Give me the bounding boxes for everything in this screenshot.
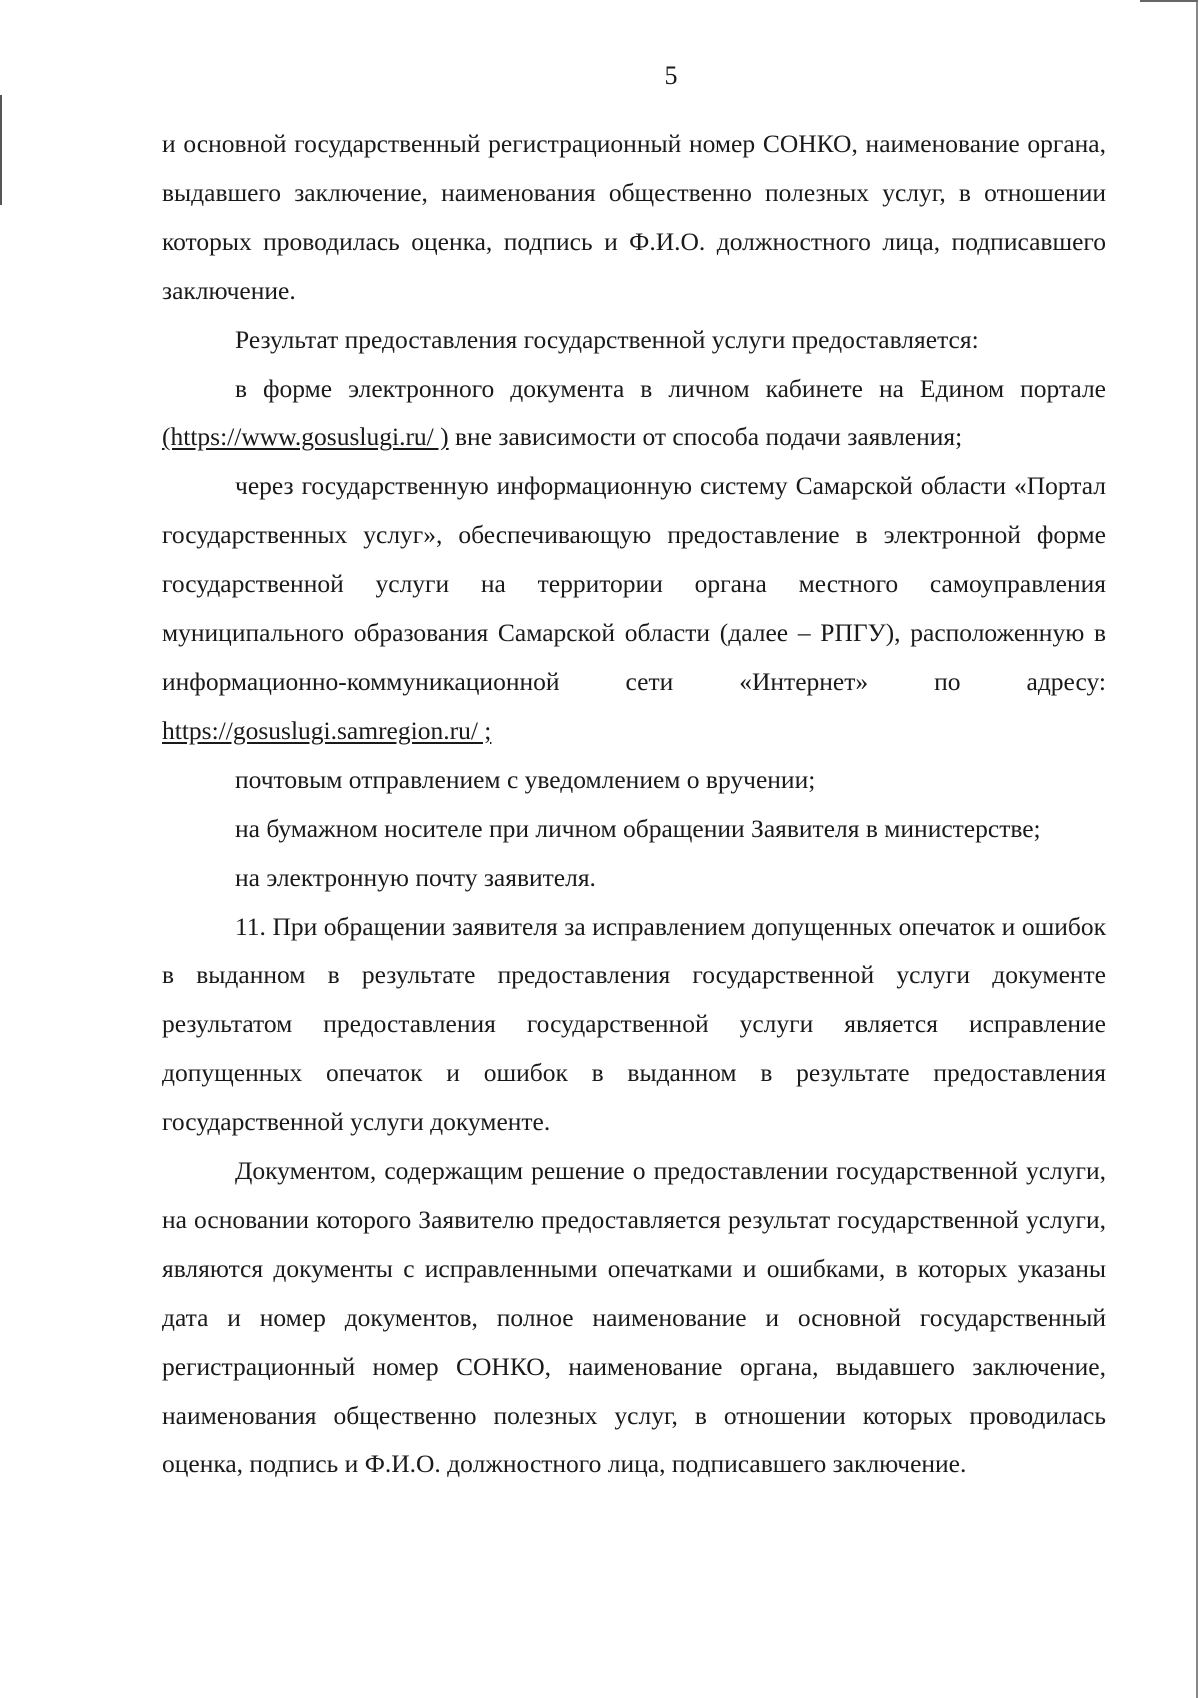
samregion-link[interactable]: https://gosuslugi.samregion.ru/ ; [162,715,492,745]
paragraph-corrected-documents: Документом, содержащим решение о предоставлении государственной услуги, на основании которого Заявителю предоставляется результат государственной услуги, являются документы с исправленными опечатками и ошибками, в которых указаны дата и номер документов, полное наименование и основной государственный регистрационный номер СОНКО, наименование органа, выдавшего заключение, наименования общественно полезных услуг, в отношении которых проводилась оценка, подпись и Ф.И.О. должностного лица, подписавшего заключение. [162,1156,1106,1479]
paragraph-paper: на бумажном носителе при личном обращении Заявителя в министерстве; [235,813,1041,843]
paragraph-email: на электронную почту заявителя. [235,862,596,892]
scan-edge-mark-left [0,95,2,205]
paragraph-postal: почтовым отправлением с уведомлением о вручении; [235,764,816,794]
paragraph-continuation: и основной государственный регистрационный номер СОНКО, наименование органа, выдавшего заключение, наименования общественно полезных услуг, в отношении которых проводилась оценка, подпись и Ф.И.О. должностного лица, подписавшего заключение. [162,129,1106,305]
scan-edge-mark-top [1140,0,1198,2]
paragraph-result-intro: Результат предоставления государственной услуги предоставляется: [235,324,979,354]
paragraph-rpgu-text: через государственную информационную систему Самарской области «Портал государственных услуг», обеспечивающую предоставление в электронной форме государственной услуги на территории органа местного самоуправления муниципального образования Самарской области (далее – РПГУ), расположенную в информационно-коммуникационной сети «Интернет» по адресу: [162,471,1106,696]
paragraph-electronic-form: в форме электронного документа в личном кабинете на Едином портале [235,373,1106,403]
paragraph-electronic-form-tail: вне зависимости от способа подачи заявления; [455,422,963,452]
gosuslugi-link[interactable]: (https://www.gosuslugi.ru/ ) [162,422,449,452]
document-body [162,120,1106,1489]
scan-edge-mark-right [1196,0,1198,1698]
page-number: 5 [664,61,678,90]
paragraph-electronic-form-cont [162,413,1106,462]
paragraph-item-11: 11. При обращении заявителя за исправлением допущенных опечаток и ошибок в выданном в результате предоставления государственной услуги документе результатом предоставления государственной услуги является исправление допущенных опечаток и ошибок в выданном в результате предоставления государственной услуги документе. [162,911,1106,1137]
paragraph-rpgu [162,462,1106,755]
